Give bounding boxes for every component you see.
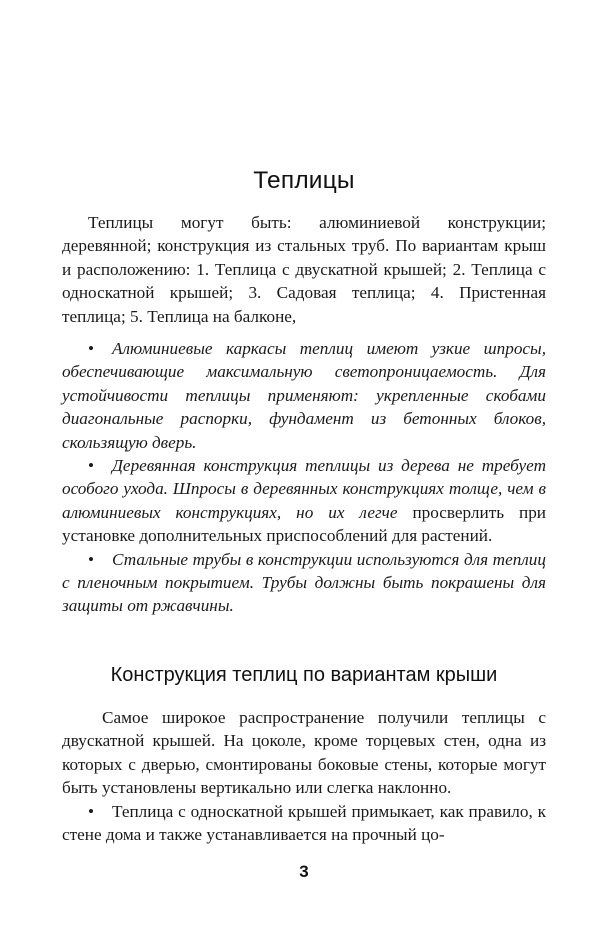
section-body <box>62 706 546 846</box>
bullet-icon: • <box>88 801 95 821</box>
bullet-text-regular: просверлить при установке дополнительных приспособлений для растений. <box>62 502 546 546</box>
section-bullet-item <box>62 800 546 847</box>
bullet-text: Теплица с односкатной крышей примыкает, как правило, к стене дома и также устанавливается на прочный цо- <box>62 801 546 845</box>
bullet-icon: • <box>88 339 95 358</box>
bullet-text: Деревянная конструкция теплицы из дерева не требует особого ухода. Шпросы в деревянных конструкциях толще, чем в алюминиевых конструкциях, но их легче <box>62 456 546 522</box>
bullet-item-wood <box>62 454 546 548</box>
bullet-icon: • <box>88 456 95 476</box>
section-heading: Конструкция теплиц по вариантам крыши <box>110 664 498 686</box>
bullet-text: Алюминиевые каркасы теплиц имеют узкие шпросы, обеспечивающие максимальную светопроницаемость. Для устойчивости теплицы применяют: укрепленные скобами диагональные распорки, фундамент из бетонных блоков, скользящую дверь. <box>62 339 546 452</box>
page-number: 3 <box>299 862 309 881</box>
bullet-item-steel <box>62 548 546 618</box>
bullet-list <box>62 337 546 618</box>
page-title: Теплицы <box>253 167 355 194</box>
book-page <box>62 0 546 944</box>
intro-paragraph: Теплицы могут быть: алюминиевой конструкции; деревянной; конструкция из стальных труб. По вариантам крыш и расположению: 1. Теплица с двускатной крышей; 2. Теплица с односкатной крышей; 3. Садовая теплица; 4. Пристенная теплица; 5. Теплица на балконе, <box>62 213 546 326</box>
section-paragraph: Самое широкое распространение получили теплицы с двускатной крышей. На цоколе, кроме торцевых стен, одна из которых с дверью, смонтированы боковые стены, которые могут быть установлены вертикально или слегка наклонно. <box>62 708 546 798</box>
bullet-text: Стальные трубы в конструкции используются для теплиц с пленочным покрытием. Трубы должны быть покрашены для защиты от ржавчины. <box>62 549 546 616</box>
bullet-icon: • <box>88 549 95 569</box>
intro-block <box>62 211 546 328</box>
bullet-item-aluminium <box>62 337 546 454</box>
